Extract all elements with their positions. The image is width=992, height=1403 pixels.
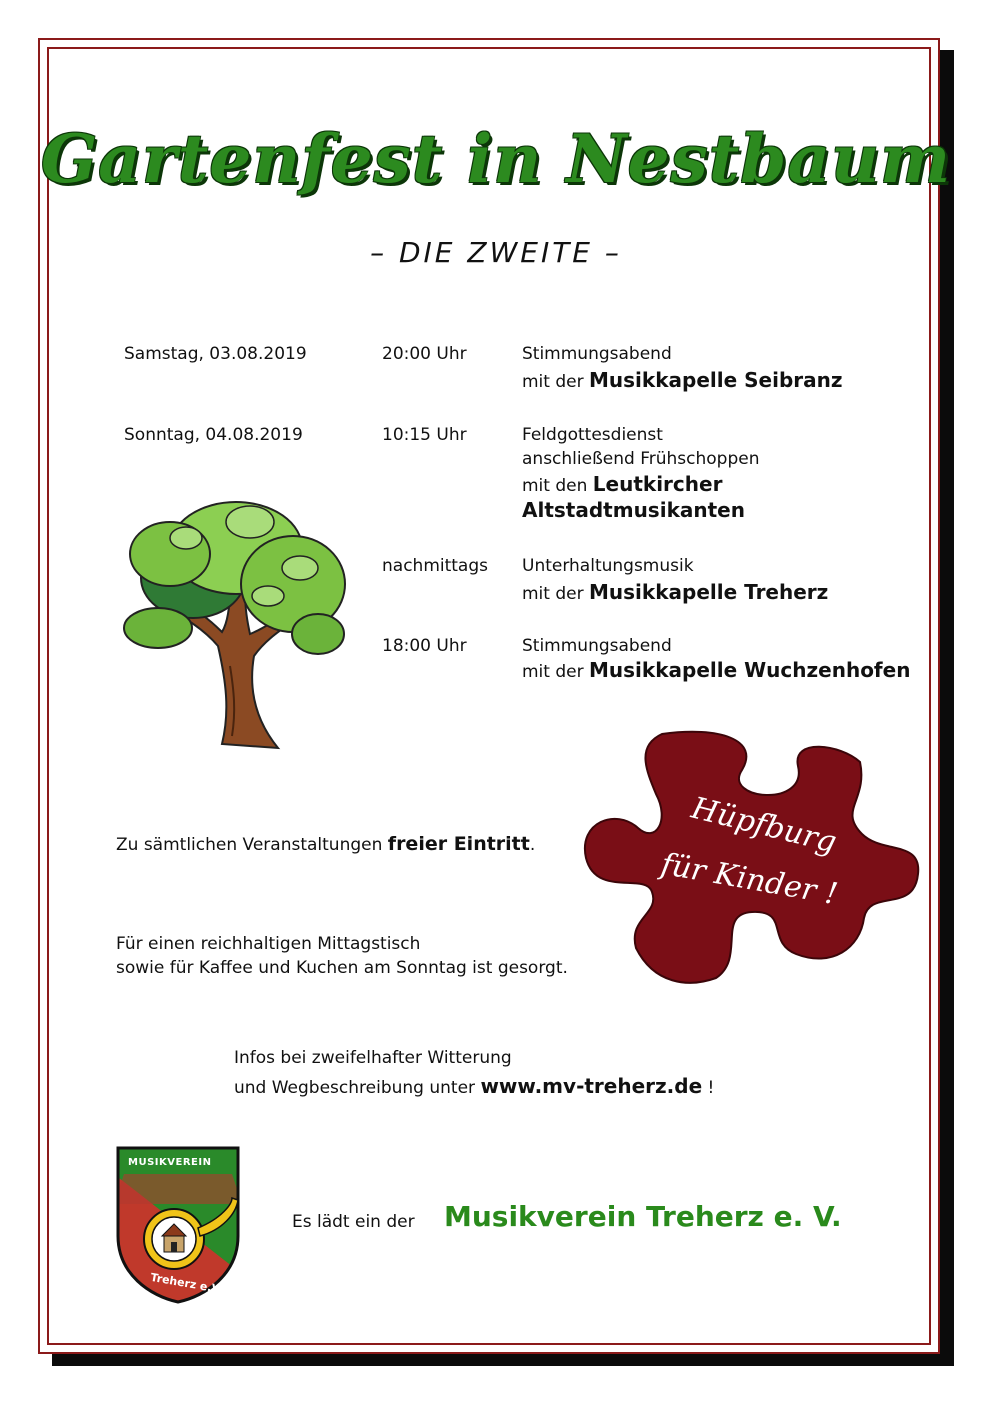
entry-text <box>116 832 535 857</box>
puzzle-piece <box>570 722 930 994</box>
schedule-band-1-pre: mit der <box>522 372 584 392</box>
schedule-band-4 <box>522 658 910 684</box>
schedule-band-3-name: Musikkapelle Treherz <box>589 580 829 604</box>
schedule-band-3-pre: mit der <box>522 584 584 604</box>
schedule-event-3: Unterhaltungsmusik <box>522 556 694 576</box>
schedule-band-1 <box>522 368 843 394</box>
info-line-2 <box>234 1074 714 1100</box>
page-subtitle: – DIE ZWEITE – <box>370 236 622 269</box>
schedule-band-2-pre: mit den <box>522 476 588 496</box>
schedule-band-2-name-b: Altstadtmusikanten <box>522 498 745 522</box>
food-line-1: Für einen reichhaltigen Mittagstisch <box>116 934 421 954</box>
puzzle-text-2: für Kinder ! <box>658 846 841 913</box>
entry-text-pre: Zu sämtlichen Veranstaltungen <box>116 835 383 855</box>
crest-top-text: MUSIKVEREIN <box>128 1157 212 1168</box>
food-line-2: sowie für Kaffee und Kuchen am Sonntag ist gesorgt. <box>116 958 568 978</box>
info-line-1: Infos bei zweifelhafter Witterung <box>234 1048 512 1068</box>
schedule-event-4: Stimmungsabend <box>522 636 672 656</box>
crest-bottom-text: Treherz e.V. <box>149 1270 224 1297</box>
schedule-band-4-pre: mit der <box>522 662 584 682</box>
schedule-time-4: 18:00 Uhr <box>382 636 467 656</box>
schedule-event-1: Stimmungsabend <box>522 344 672 364</box>
schedule-band-3 <box>522 580 828 606</box>
schedule-time-3: nachmittags <box>382 556 488 576</box>
schedule-day-2: Sonntag, 04.08.2019 <box>124 425 303 445</box>
schedule-band-1-name: Musikkapelle Seibranz <box>589 368 843 392</box>
schedule-time-1: 20:00 Uhr <box>382 344 467 364</box>
club-name: Musikverein Treherz e. V. <box>444 1200 842 1233</box>
schedule-band-2 <box>522 472 722 498</box>
schedule-time-2: 10:15 Uhr <box>382 425 467 445</box>
entry-text-post: . <box>529 835 536 855</box>
page-title: Gartenfest in Nestbaum <box>40 120 952 198</box>
schedule-band-2-name: Leutkircher <box>592 472 723 496</box>
schedule-event-2: Feldgottesdienst <box>522 425 663 445</box>
schedule-band-4-name: Musikkapelle Wuchzenhofen <box>589 658 911 682</box>
tree-illustration <box>118 496 353 756</box>
invite-text: Es lädt ein der <box>292 1212 415 1232</box>
puzzle-text-1: Hüpfburg <box>687 790 840 861</box>
schedule-day-1: Samstag, 03.08.2019 <box>124 344 307 364</box>
website-link[interactable]: www.mv-treherz.de <box>480 1074 703 1098</box>
info-line-2-pre: und Wegbeschreibung unter <box>234 1078 476 1098</box>
entry-text-bold: freier Eintritt <box>387 833 530 855</box>
schedule-event-2b: anschließend Frühschoppen <box>522 449 760 469</box>
info-line-2-post: ! <box>707 1078 715 1098</box>
